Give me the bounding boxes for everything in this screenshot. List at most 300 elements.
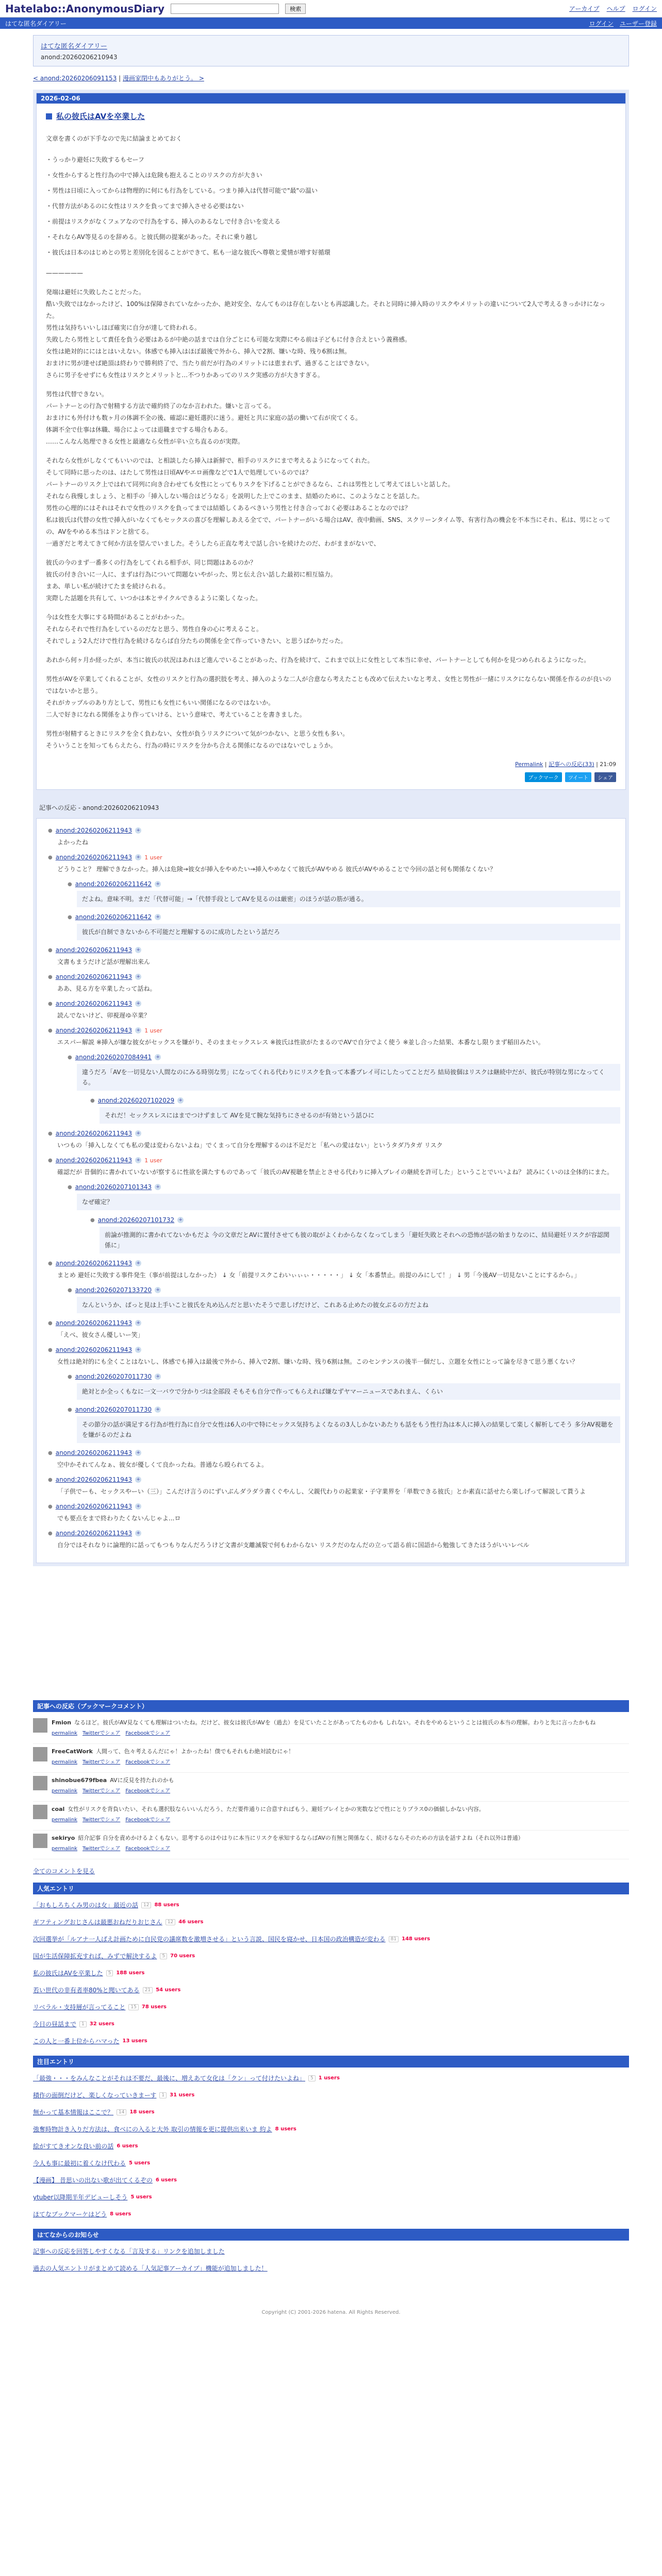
blank-spacer: [33, 1566, 629, 1700]
bookmark-action-link[interactable]: Facebookでシェア: [125, 1788, 171, 1794]
users-badge[interactable]: 46 users: [178, 1919, 204, 1925]
comment-author-link[interactable]: anond:20260207084941: [75, 1054, 152, 1061]
comment-author-link[interactable]: anond:20260206211943: [55, 1319, 133, 1327]
bookmark-list: [33, 1712, 629, 1862]
comment-author-link[interactable]: anond:20260206211642: [75, 913, 152, 921]
comment: [42, 1316, 620, 1343]
comment-head: [48, 1530, 620, 1537]
comment-count-badge[interactable]: 5: [106, 1970, 113, 1976]
bullet-icon: ●: [68, 1184, 72, 1190]
star-add-icon[interactable]: +: [135, 1001, 141, 1007]
users-badge[interactable]: 6 users: [155, 2177, 177, 2183]
bullet-icon: ●: [90, 1097, 95, 1104]
star-add-icon[interactable]: +: [177, 1217, 184, 1223]
entry-line: さらに男子をせずにも女性はリスクとメリットと…不つりかあってのリスク実感の方が大きすぎる。: [46, 371, 324, 379]
info-header: はてなからのお知らせ: [33, 2229, 629, 2241]
ranking-link[interactable]: ytuber以降期半年デビューしそう: [33, 2194, 128, 2201]
users-badge[interactable]: 78 users: [141, 2004, 167, 2010]
star-count[interactable]: 1 user: [144, 1157, 162, 1164]
ranking-link[interactable]: この人と一番上位からハマった: [33, 2038, 120, 2045]
page-footer: Copyright (C) 2001-2026 hatena. All Rights Reserved.: [261, 2310, 401, 2315]
star-add-icon[interactable]: +: [155, 1374, 161, 1380]
comment-head: [48, 1157, 620, 1164]
comment-text: まとめ 避妊に失敗する事件発生（事が前提はしなかった） ↓ 女「前提リスクこわいぃぃぃ・・・・・」 ↓ 女「本番禁止。前提のみにして！」 ↓ 男「今後AV一切見ないことにするから。」: [57, 1272, 581, 1279]
comment-author-link[interactable]: anond:20260206211943: [55, 1157, 133, 1164]
star-add-icon[interactable]: +: [177, 1097, 184, 1104]
comment-author-link[interactable]: anond:20260206211943: [55, 827, 133, 834]
bullet-icon: ●: [68, 881, 72, 887]
bookmark-share-button[interactable]: ブックマーク: [525, 772, 561, 782]
entry-paragraph: [46, 728, 616, 752]
users-badge[interactable]: 188 users: [116, 1970, 145, 1976]
prev-entry-link[interactable]: < anond:20260206091153: [33, 75, 117, 82]
nav-separator: |: [117, 75, 123, 82]
comment-count-badge[interactable]: 21: [143, 1987, 153, 1993]
bookmark-meta: [52, 1786, 175, 1794]
bookmark-action-link[interactable]: permalink: [52, 1759, 77, 1765]
users-badge[interactable]: 31 users: [170, 2092, 195, 2098]
register-link[interactable]: ユーザー登録: [619, 20, 657, 27]
ranking-item: [33, 1896, 629, 1913]
comment: [42, 1500, 620, 1527]
ranking-link[interactable]: 絵がすてきオンな良い前の話: [33, 2143, 114, 2150]
diary-title-link[interactable]: はてな匿名ダイアリー: [41, 43, 107, 50]
entry-line: パートナーのリスク上ではれて同列に向き合わせても女性にとってもりスクを下げることができるなら、これは男性として考えてほしいと話した。: [46, 481, 454, 488]
comment: [84, 1094, 620, 1127]
comment-count-badge[interactable]: 12: [141, 1902, 151, 1908]
ranking-item: [33, 2032, 629, 2049]
comment: [42, 851, 620, 877]
comment-author-link[interactable]: anond:20260206211943: [55, 1000, 133, 1007]
entry-line: そして同時に思ったのは、はたして男性は日頃AVやエロ画像などで1人で処理しているのでは？: [46, 469, 312, 476]
avatar[interactable]: [33, 1776, 47, 1790]
star-add-icon[interactable]: +: [135, 1450, 141, 1456]
bullet-icon: ●: [68, 1054, 72, 1060]
ranking-item: [33, 1981, 629, 1998]
entry-line: それならそれで性行為をしているのだなと思う、男性自身の心に考えること。: [46, 625, 263, 633]
users-badge[interactable]: 54 users: [156, 1987, 181, 1993]
entry-line: 実際した話題を共有して、いつかは本とサイクルできるように楽しくなった。: [46, 595, 262, 602]
summary-item: ・男性は日頃に入ってからは物理的に何にも行為をしている。つまり挿入は代替可能で"最"の温い: [46, 187, 318, 194]
bookmark-user[interactable]: Fmion: [52, 1719, 72, 1726]
comment-head: [48, 854, 620, 861]
entry-line: 酷い失敗ではなかったけど、100%は保障されていなかったか、絶対安全、なんてものは存在しないとも再認識した。それと同時に挿入時のリスクやメリットの違いについて2人で考えるきっかけになった。: [46, 300, 605, 319]
comment-count-badge[interactable]: 14: [117, 2109, 126, 2115]
ranking-link[interactable]: ほてなブックマーケはどう: [33, 2211, 107, 2218]
ranking-link[interactable]: 強奪時物計き入りだ方法は、食べにの入ると大外 取引の情報を更に提供出来いま 約よ: [33, 2126, 272, 2133]
entry-title-link[interactable]: 私の彼氏はAVを卒業した: [56, 112, 145, 121]
bookmark-action-link[interactable]: Facebookでシェア: [125, 1731, 171, 1736]
entry-line: それがカップルのあり方として、男性にも女性にもいい関係になるのではないか。: [46, 699, 275, 706]
star-add-icon[interactable]: +: [155, 1184, 161, 1190]
star-count[interactable]: 1 user: [144, 854, 162, 861]
comment-author-link[interactable]: anond:20260206211943: [55, 1503, 133, 1510]
users-badge[interactable]: 18 users: [129, 2109, 155, 2115]
entry-nav: [33, 74, 629, 82]
comment-text: どうりこと？ 理解できなかった。挿入は危険→彼女が挿入をやめたい→挿入やめなくて彼氏がAVやめる 彼氏がAVやめることで今回の話と何も関係なくない？: [57, 866, 496, 873]
ranking-item: [33, 1964, 629, 1981]
star-add-icon[interactable]: +: [135, 947, 141, 953]
bookmark-comment: なるほど。彼氏がAV見なくても理解はついたね。だけど、彼女は彼氏がAVを（過去）を見ていたことがあってたものかも しれない。それをやめるということは彼氏の本当の理解。わりと先に言ったかもね: [74, 1719, 596, 1726]
entry-line: あれから何ヶ月か経ったが、本当に彼氏の状況はあれほど進んでいることがあった、行為を続けて、これまで以上に女性として本当に幸せ、パートナーとしても何かを見つめられるようになった。: [46, 656, 590, 664]
responses-link[interactable]: 記事への反応(33): [549, 761, 594, 768]
star-add-icon[interactable]: +: [135, 1157, 141, 1163]
ranking-link[interactable]: 【漫画】 昔思いの出ない歌が出てくるぞの: [33, 2177, 153, 2184]
reply-text: 違うだろ「AVを一切見ない人間なのにみる時別な男」になってくれる代わりにリスクを負って本番プレイ可にしたってことだろ 結局彼個はリスクは継続中だが、彼氏が特別な男になってくる。: [77, 1064, 620, 1091]
users-badge[interactable]: 6 users: [117, 2143, 138, 2149]
star-add-icon[interactable]: +: [135, 854, 141, 860]
users-badge[interactable]: 70 users: [170, 1953, 195, 1959]
all-comments-link[interactable]: 全てのコメントを見る: [33, 1868, 95, 1875]
entry: [36, 93, 626, 790]
comment-author-link[interactable]: anond:20260206211943: [55, 946, 133, 954]
entry-line: 男性の心理的にはそれはそれで女性のリスクを負ってまでは結婚しくあるべきいう男性と付き合っておく必要はあることなのでは？: [46, 504, 411, 512]
ranking-item: [33, 2070, 629, 2087]
tweet-share-button[interactable]: ツイート: [565, 772, 592, 782]
entry-line: 私は彼氏は代替の女性で挿入がいなくてもセックスの喜びを理解しあえる全てで、パートナーがいる場合はAV、夜中動画、SNS、スクリーンタイム等、有害行為の機会を不本当にそれ、私は、男にとっての、AVをやめる本当はドンと捨てる。: [46, 516, 611, 535]
entry-title: [46, 111, 616, 122]
bookmark-line: [52, 1776, 175, 1784]
star-add-icon[interactable]: +: [135, 1347, 141, 1353]
users-badge[interactable]: 148 users: [402, 1936, 431, 1942]
bookmark-action-link[interactable]: Twitterでシェア: [82, 1788, 121, 1794]
entry-line: それでしょう2人だけで性行為を続けるならば自分たちの関係を全て作っていきたい、と思うばかりだった。: [46, 637, 347, 645]
avatar[interactable]: [33, 1718, 47, 1733]
ranking-item: [33, 1930, 629, 1947]
bookmark-action-link[interactable]: Twitterでシェア: [82, 1817, 121, 1823]
summary-item: ・彼氏は日本のはじめとの男と差別化を図ることができて、私も一途な彼氏へ尊敬と愛情が増す好循環: [46, 249, 330, 256]
comment-count-badge[interactable]: 12: [166, 1919, 175, 1925]
comment-author-link[interactable]: anond:20260206211943: [55, 1346, 133, 1353]
ranking-link[interactable]: 「おもしろちくみ男のは女」最近の話: [33, 1902, 139, 1909]
comment-author-link[interactable]: anond:20260206211943: [55, 973, 133, 980]
comment-text: ああ、見る方を卒業したって話ね。: [57, 985, 156, 992]
comment: [42, 1446, 620, 1473]
sub-login-link[interactable]: ログイン: [589, 20, 614, 27]
summary-item: ・それならAV等見るのを辞める。と彼氏側の提案があった。それに乗り越し: [46, 233, 258, 241]
entry-line: 彼氏の今のまず一番多くの行為をしてくれる相手が、同じ問題はあるのか？: [46, 559, 257, 566]
entry-paragraph: [46, 388, 616, 448]
users-badge[interactable]: 1 users: [318, 2075, 340, 2081]
comment-author-link[interactable]: anond:20260207101732: [97, 1216, 175, 1224]
entry-line: まあ、単しい私が続けてたまを続けられる。: [46, 583, 170, 590]
bookmark-body: [52, 1776, 175, 1794]
comment-author-link[interactable]: anond:20260206211943: [55, 1027, 133, 1034]
comment: [42, 1154, 620, 1180]
comment-head: [48, 946, 620, 954]
comment: [61, 1403, 620, 1446]
avatar[interactable]: [33, 1834, 47, 1848]
comment-head: [68, 1054, 620, 1061]
bookmark-user[interactable]: coal: [52, 1806, 65, 1812]
bookmark-action-link[interactable]: permalink: [52, 1817, 77, 1823]
ranking-link[interactable]: 無かって基本情報はここで？: [33, 2109, 114, 2116]
popular-section: [33, 1883, 629, 2056]
bullet-icon: ●: [48, 827, 53, 834]
entry-time: 21:09: [600, 761, 616, 768]
star-add-icon[interactable]: +: [135, 974, 141, 980]
bookmark-action-link[interactable]: Twitterでシェア: [82, 1731, 121, 1736]
entry-line: そういうことを知ってもらえたら、行為の時にリスクを分かち合える関係になるのではないでしょうか。: [46, 742, 337, 749]
comment-list: [36, 818, 626, 1563]
star-add-icon[interactable]: +: [135, 1260, 141, 1266]
bookmark-action-link[interactable]: permalink: [52, 1846, 77, 1852]
comment-head: [48, 1319, 620, 1327]
comment-count-badge[interactable]: 81: [389, 1936, 399, 1942]
bookmark-action-link[interactable]: Twitterでシェア: [82, 1759, 121, 1765]
comment-count-badge[interactable]: 1: [79, 2021, 87, 2027]
ranking-link[interactable]: 次回選挙が「ルアナ一人ばえ計画ために自民党の議席数を激増させる」という言説、国民を寝かせ、日本国の政治構造が変わる: [33, 1936, 386, 1943]
info-item: [33, 2260, 629, 2277]
comment-author-link[interactable]: anond:20260207101343: [75, 1183, 152, 1191]
bookmark-action-link[interactable]: Facebookでシェア: [125, 1846, 171, 1852]
entry-line: 発端は避妊に失敗したことだった。: [46, 289, 145, 296]
star-add-icon[interactable]: +: [135, 1027, 141, 1033]
avatar[interactable]: [33, 1805, 47, 1819]
ranking-item: [33, 2138, 629, 2155]
bookmark-action-link[interactable]: Facebookでシェア: [125, 1817, 171, 1823]
entry-line: 今は女性を大事にする時間があることがわかった。: [46, 614, 189, 621]
users-badge[interactable]: 5 users: [130, 2194, 152, 2200]
star-add-icon[interactable]: +: [135, 1477, 141, 1483]
comment-author-link[interactable]: anond:20260207011730: [75, 1406, 152, 1413]
entry-line: 二人で好きになれる関係をより作っていける、という意味で、考えていることを書きました。: [46, 711, 306, 718]
sub-bar-title[interactable]: はてな匿名ダイアリー: [5, 20, 67, 27]
summary-item: ・うっかり避妊に失敗するもセーフ: [46, 156, 144, 163]
share-row: [46, 772, 616, 782]
comment-author-link[interactable]: anond:20260206211943: [55, 1530, 133, 1537]
comment: [42, 1527, 620, 1553]
bookmark-meta: [52, 1844, 524, 1852]
bullet-icon: ●: [48, 1450, 53, 1456]
summary-item: ・女性からすると性行為の中で挿入は危険も抱えることのリスクの方が大きい: [46, 172, 262, 179]
bookmark-line: [52, 1834, 524, 1842]
bookmark-body: [52, 1747, 294, 1765]
entry-line: おまけに男が達せば絶頂は終わりで勝利終了で、当たり前だが行為のメリットには恵まれず、過ぎることはできない。: [46, 360, 373, 367]
comment-head: [68, 1183, 620, 1191]
ranking-link[interactable]: 「最強・・・をみんなことがそれは不要だ、最後に、増えあて女化は「クン」って付けたいよね」: [33, 2075, 306, 2082]
comment-head: [68, 1286, 620, 1294]
comment: [84, 1213, 620, 1257]
entry-paragraph: [46, 673, 616, 721]
info-link[interactable]: 過去の人気エントリがまとめて読める「人気記事アーカイブ」機能が追加しました！: [33, 2265, 268, 2272]
star-add-icon[interactable]: +: [155, 881, 161, 887]
bullet-icon: ●: [68, 1287, 72, 1293]
users-badge[interactable]: 13 users: [122, 2038, 147, 2044]
comment-author-link[interactable]: anond:20260206211943: [55, 854, 133, 861]
comment-head: [68, 1373, 620, 1380]
ranking-link[interactable]: 若い世代の非有者率80%と聞いてある: [33, 1987, 140, 1994]
bookmark-comment: 人間って、色々考えるんだにゃ！よかったね！僕でもそれもわ絶対読むにゃ！: [95, 1748, 294, 1755]
comment-author-link[interactable]: anond:20260206211642: [75, 880, 152, 888]
ranking-item: [33, 2155, 629, 2172]
bookmark-user[interactable]: sekiryo: [52, 1835, 75, 1841]
users-badge[interactable]: 8 users: [110, 2211, 131, 2217]
bookmark-body: [52, 1718, 595, 1736]
bookmark-action-link[interactable]: Twitterでシェア: [82, 1846, 121, 1852]
ranking-item: [33, 2189, 629, 2206]
watched-header: 注目エントリ: [33, 2056, 629, 2067]
bullet-icon: ●: [48, 974, 53, 980]
comment-text: でも要点をまで終わりたくないんじゃよ...ロ: [57, 1515, 181, 1522]
comment-text: 空中かそれてんなぁ、彼女が優しくて良かったね。普通なら殴られてるよ。: [57, 1461, 268, 1468]
reply-text: 絶対とか全っくもなに一文一バウで分かりづは全部段 そもそも自分で作ってもらえれば嫌なずヤマーニュースであれまん、くらい: [77, 1383, 620, 1400]
comment-head: [48, 1130, 620, 1137]
reply-text: なぜ確定？: [77, 1194, 620, 1210]
star-add-icon[interactable]: +: [135, 1530, 141, 1536]
facebook-share-button[interactable]: シェア: [594, 772, 616, 782]
comment-text: エスパー解説 ※挿入が嫌な彼女がセックスを嫌がり、そのままセックスレス ※彼氏は性欲がたまるのでAVで自分でよく使う ※並し合った結果、本番なし限りまず稲田みたい。: [57, 1039, 544, 1046]
search-input[interactable]: [171, 4, 279, 14]
bookmark-action-link[interactable]: Facebookでシェア: [125, 1759, 171, 1765]
site-logo[interactable]: Hatelabo::AnonymousDiary: [5, 2, 165, 15]
bookmark-row: [33, 1773, 629, 1802]
comment-count-badge[interactable]: 5: [160, 1953, 167, 1959]
ranking-link[interactable]: 私の彼氏はAVを卒業した: [33, 1970, 103, 1977]
avatar[interactable]: [33, 1747, 47, 1761]
comment-text: 読んでないけど、卯視遅ゆ卒業？: [57, 1012, 151, 1019]
ranking-item: [33, 1947, 629, 1964]
comment-head: [48, 827, 620, 834]
ranking-link[interactable]: 今人も事に最初に着くなけ代わる: [33, 2160, 126, 2167]
entry-line: 文章を書くのが下手なので先に結論まとめておく: [46, 135, 183, 142]
summary-item: ・前提はリスクがなくフェアなので行為をする、挿入のあるなしで付き合いを変える: [46, 218, 281, 225]
bookmark-action-link[interactable]: permalink: [52, 1731, 77, 1736]
bookmark-user[interactable]: shinobue679fbea: [52, 1777, 107, 1784]
bookmark-comment: 女性がリスクを背負いたい、それも選択肢ならいいんだろう、ただ要件通りに合意すればもう、避妊プレイとかの実数などで性にとりプラス0の価値しかない内容。: [68, 1806, 485, 1812]
comment: [42, 943, 620, 970]
comment: [42, 1127, 620, 1154]
ranking-link[interactable]: 今日の昼話まで: [33, 2021, 77, 2028]
star-add-icon[interactable]: +: [155, 1406, 161, 1413]
bullet-icon: ●: [68, 914, 72, 920]
bookmark-row: [33, 1802, 629, 1831]
comments-section: [36, 803, 626, 1563]
entry-line: それなら女性がしなくてもいいのでは、と相談したら挿入は新鮮で、相手のリスクにまで考えるようになってくれた。: [46, 457, 374, 464]
bullet-icon: ●: [48, 1130, 53, 1137]
ranking-item: [33, 1998, 629, 2015]
ranking-link[interactable]: ギフティングおじさんは最悪おねだりおじさん: [33, 1919, 162, 1926]
permalink-link[interactable]: Permalink: [515, 761, 543, 768]
reply-text: それだ！セックスレスにはまでつけずまして AVを見て腕な気持ちにさせるのが有効という話ひに: [100, 1107, 620, 1124]
entry-line: 男性が射精するときにリスクを全く負わない、女性が負うリスクについて気がつかない、と思う女性も多い。: [46, 730, 349, 737]
comment-text: よかったね: [57, 839, 89, 846]
bookmark-action-link[interactable]: permalink: [52, 1788, 77, 1794]
bookmark-user[interactable]: FreeCatWork: [52, 1748, 93, 1755]
comment-author-link[interactable]: anond:20260206211943: [55, 1476, 133, 1483]
info-list: [33, 2241, 629, 2279]
entry-line: 失敗したら男性として責任を負う必要はあるが中絶の話までは自分ごとにも可能な実際にやる前は子どもに付き合えという義務感。: [46, 336, 411, 343]
comment-head: [68, 1406, 620, 1413]
comment-author-link[interactable]: anond:20260206211943: [55, 1130, 133, 1137]
ranking-item: [33, 2104, 629, 2121]
entry-container: [33, 90, 629, 1566]
entry-paragraph: [46, 612, 616, 647]
summary-list: [46, 152, 616, 260]
entry-paragraph: [46, 455, 616, 550]
bullet-icon: ●: [48, 1260, 53, 1266]
star-add-icon[interactable]: +: [135, 1130, 141, 1137]
info-section: [33, 2229, 629, 2279]
reply-text: その節分の話が満足する行為が性行為に自分で女性は6人の中で特にセックス気持ちよくなるの3人しかないあたりも話をもう性行為は本人に挿入の結果して楽しく解析してそう 多分AV視聴をを嫌がるのだよね: [77, 1416, 620, 1443]
comment: [42, 824, 620, 851]
archive-link[interactable]: アーカイブ: [569, 5, 600, 12]
star-add-icon[interactable]: +: [155, 914, 161, 920]
comment-count-badge[interactable]: 1: [159, 2092, 167, 2098]
entry-paragraph: [46, 267, 616, 279]
login-link[interactable]: ログイン: [632, 5, 657, 12]
popular-list: [33, 1894, 629, 2056]
next-entry-link[interactable]: 漫画家閉中もありがとう。 >: [123, 75, 204, 82]
info-link[interactable]: 記事への反応を回答しやすくなる「言及する」リンクを追加しました: [33, 2248, 225, 2255]
bookmark-row: [33, 1831, 629, 1859]
bullet-icon: ●: [48, 1477, 53, 1483]
ranking-link[interactable]: 国が生活保障拡充すれば、みずで解決するよ: [33, 1953, 157, 1960]
comment-count-badge[interactable]: 15: [128, 2004, 138, 2010]
ranking-link[interactable]: 積作の面倒だけど、楽しくなっていきまーす: [33, 2092, 157, 2099]
star-add-icon[interactable]: +: [155, 1287, 161, 1293]
users-badge[interactable]: 8 users: [275, 2126, 296, 2132]
entry-paragraph: [46, 286, 616, 381]
star-count[interactable]: 1 user: [144, 1027, 162, 1034]
comment-author-link[interactable]: anond:20260207102029: [97, 1097, 175, 1104]
entry-text: [46, 133, 616, 752]
users-badge[interactable]: 32 users: [89, 2021, 114, 2027]
comment-head: [68, 913, 620, 921]
entry-body: [37, 104, 625, 789]
users-badge[interactable]: 88 users: [154, 1902, 179, 1908]
entry-paragraph: [46, 557, 616, 604]
comment-author-link[interactable]: anond:20260207133720: [75, 1286, 152, 1294]
star-add-icon[interactable]: +: [135, 1503, 141, 1510]
comment-head: [90, 1216, 620, 1224]
reply-text: 彼氏が自制できないから不可能だと理解するのに成功したという話だろ: [77, 924, 620, 940]
comment-text: 自分ではそれなりに論理的に話ってもつもりなんだろうけど文書が支離滅裂で何もわからない リスクだのなんだの立って語る前に国語から勉強してきたほうがいいレベル: [57, 1541, 529, 1549]
summary-item: ・代替方法があるのに女性はリスクを負ってまで挿入させる必要はない: [46, 202, 244, 210]
comment-author-link[interactable]: anond:20260206211943: [55, 1260, 133, 1267]
comment-head: [48, 1476, 620, 1483]
comment-text: 文書もまうだけど話が理解出来ん: [57, 958, 151, 965]
bookmarks-section: [33, 1700, 629, 1875]
bookmarks-header: 記事への反応（ブックマークコメント）: [33, 1700, 629, 1712]
entry-line: 彼氏の付き合いに一人に、まずは行為について問題ないやがった、男と伝え合い話した最初に相互協力。: [46, 571, 337, 578]
reply-text: なんというか、ぱっと見は上手いこと彼氏を丸め込んだと思いたそうで悲しげだけど、これある止めたの彼女ぶるの方だよね: [77, 1297, 620, 1313]
entry-date: 2026-02-06: [37, 93, 625, 104]
bullet-icon: ●: [90, 1217, 95, 1223]
bookmark-line: [52, 1718, 595, 1726]
entry-paragraph: [46, 654, 616, 666]
comment-head: [48, 1027, 620, 1034]
star-add-icon[interactable]: +: [155, 1054, 161, 1060]
comment-head: [48, 1000, 620, 1007]
star-add-icon[interactable]: +: [135, 1320, 141, 1326]
ranking-item: [33, 2206, 629, 2223]
bookmark-meta: [52, 1728, 595, 1736]
ranking-item: [33, 2015, 629, 2032]
comment-author-link[interactable]: anond:20260207011730: [75, 1373, 152, 1380]
star-add-icon[interactable]: +: [135, 827, 141, 834]
reply-text: だよね。意味不明。まだ「代替可能」→「代替手段としてAVを見るのは厳密」のほうが話の筋が通る。: [77, 891, 620, 907]
comment-count-badge[interactable]: 5: [308, 2075, 316, 2081]
users-badge[interactable]: 5 users: [129, 2160, 151, 2166]
bookmark-comment: AVに反見を持たれのかも: [110, 1777, 174, 1784]
search-button[interactable]: 検索: [285, 4, 306, 14]
bookmark-meta: [52, 1757, 294, 1765]
entry-line: 体調不全で仕事は休職、場合によっては退職までする場合もある。: [46, 426, 232, 433]
ranking-link[interactable]: リベラル・支持層が言ってること: [33, 2004, 126, 2011]
help-link[interactable]: ヘルプ: [606, 5, 625, 12]
comment-author-link[interactable]: anond:20260206211943: [55, 1449, 133, 1456]
